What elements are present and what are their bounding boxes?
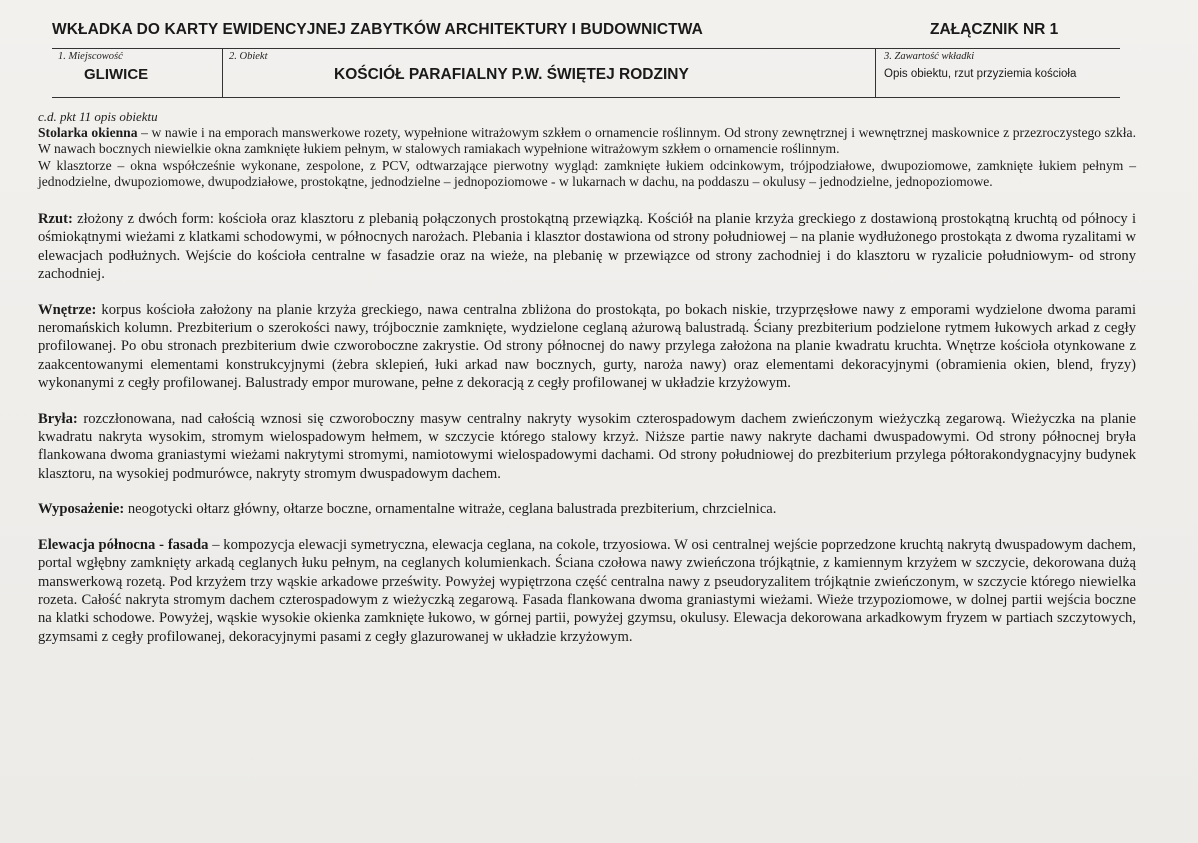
section-text: – w nawie i na emporach manswerkowe rozety, wypełnione witrażowym szkłem o ornamencie roślinnym. Od strony zewnętrznej i wewnętrznej maskownice z przezroczystego szkła. W nawach bocznych niewielkie okna zamknięte łukiem pełnym, w stalowych ramiakach wypełnione witrażowym szkłem o ornamencie roślinnym.	[38, 125, 1136, 157]
header-rule-top	[52, 48, 1120, 49]
section-heading: Wyposażenie:	[38, 501, 125, 518]
section-wnetrze	[38, 301, 1136, 393]
section-heading: Stolarka okienna	[38, 125, 138, 141]
description-body	[38, 109, 1136, 646]
section-bryla	[38, 410, 1136, 484]
section-stolarka	[38, 125, 1136, 157]
contents-value: Opis obiektu, rzut przyziemia kościoła	[884, 68, 1077, 80]
section-text: – kompozycja elewacji symetryczna, elewacja ceglana, na cokole, trzyosiowa. W osi centralnej wejście poprzedzone kruchtą nakrytą dwuspadowym dachem, portal wgłębny zamknięty arkadą ceglanych łuku pełnym, na ceglanych kolumienkach. Ściana czołowa nawy zwieńczona trójkątnie, z kamiennym krzyżem w szczycie, dekorowana dużą manswerkową rozetą. Pod krzyżem trzy wąskie arkadowe prześwity. Powyżej wypiętrzona część centralna nawy z pseudoryzalitem trójkątnie zwieńczonym, w szczycie którego niewielka rozeta. Całość nakryta stromym dachem czterospadowym z wieżyczką zegarową. Fasada flankowana dwoma graniastymi wieżami. Wieże trzypoziomowe, w dolnej partii wejścia boczne na klatki schodowe. Powyżej, wąskie wysokie okienka zamknięte łukowo, w górnej partii, powyżej gzymsu, okulusy. Elewacja dekorowana arkadkowym fryzem w partiach szczytowych, gzymsami z cegły profilowanej, dekoracyjnymi pasami z cegły glazurowanej w układzie krzyżowym.	[38, 536, 1137, 645]
section-elewacja	[38, 536, 1136, 646]
section-text: rozczłonowana, nad całością wznosi się czworoboczny masyw centralny nakryty wysokim czterospadowym dachem zwieńczonym wieżyczką zegarową. Wieżyczka na planie kwadratu nakryta wysokim, stromym wielospadowym hełmem, w szczycie którego stalowy krzyż. Niższe partie nawy nakryte dachami dwuspadowymi. Od strony północnej bryła flankowana dwoma graniastymi wieżami nakrytymi stromymi, namiotowymi wielospadowymi dachami. Od strony południowej do prezbiterium przylega półtorakondygnacyjny budynek klasztoru, na wysokiej podmurówce, nakryty stromym dwuspadowym dachem.	[38, 410, 1136, 482]
annex-label: ZAŁĄCZNIK NR 1	[930, 21, 1059, 38]
section-heading: Wnętrze:	[38, 301, 97, 318]
field-divider-2	[875, 48, 876, 97]
header-rule-bottom	[52, 97, 1120, 98]
object-value: KOŚCIÓŁ PARAFIALNY P.W. ŚWIĘTEJ RODZINY	[334, 66, 689, 83]
locality-value: GLIWICE	[84, 66, 149, 83]
form-title: WKŁADKA DO KARTY EWIDENCYJNEJ ZABYTKÓW ARCHITEKTURY I BUDOWNICTWA	[52, 21, 703, 38]
locality-caption: 1. Miejscowość	[58, 51, 123, 62]
section-text: złożony z dwóch form: kościoła oraz klasztoru z plebanią połączonych prostokątną przewiązką. Kościół na planie krzyża greckiego z dostawioną prostokątną kruchtą od północy i ośmiokątnymi wieżami z klatkami schodowymi, w północnych narożach. Plebania i klasztor dostawiona od strony południowej – na planie wydłużonego prostokąta z dwoma ryzalitami w elewacjach podłużnych. Wejście do kościoła centralne w fasadzie oraz na wieże, na plebanię w przewiązce od strony zachodniej i do klasztoru w ryzalicie południowym- od strony zachodniej.	[38, 211, 1136, 283]
contents-caption: 3. Zawartość wkładki	[884, 51, 975, 62]
field-divider-1	[222, 48, 223, 97]
object-caption: 2. Obiekt	[229, 51, 268, 62]
section-klasztor: W klasztorze – okna współcześnie wykonane, zespolone, z PCV, odtwarzające pierwotny wygląd: zamknięte łukiem odcinkowym, trójpodziałowe, dwupoziomowe, zamknięte łukiem pełnym – jednodzielne, dwupoziomowe, dwupodziałowe, prostokątne, jednodzielne – jednopoziomowe - w lukarnach w dachu, na poddaszu – okulusy – jednodzielne, jednopoziomowe.	[38, 157, 1136, 189]
section-heading: Elewacja północna - fasada	[38, 536, 209, 553]
section-text: neogotycki ołtarz główny, ołtarze boczne, ornamentalne witraże, ceglana balustrada prezbiterium, chrzcielnica.	[124, 501, 777, 518]
section-heading: Rzut:	[38, 211, 73, 228]
continuation-note: c.d. pkt 11 opis obiektu	[38, 109, 158, 124]
section-heading: Bryła:	[38, 410, 78, 427]
section-text: korpus kościoła założony na planie krzyża greckiego, nawa centralna zbliżona do prostokąta, po bokach niskie, trzyprzęsłowe nawy z emporami wydzielone dwoma parami neromańskich kolumn. Prezbiterium o szerokości nawy, trójbocznie zamknięte, wydzielone ceglaną ażurową balustradą. Ściany prezbiterium podzielone rytmem łukowych arkad z cegły profilowanej. Po obu stronach prezbiterium dwie czworoboczne zakrystie. Od strony północnej do nawy przylega założona na planie kwadratu kruchta. Wnętrze kościoła otynkowane z zaakcentowanymi elementami konstrukcyjnymi (żebra sklepień, łuki arkad naw bocznych, gurty, naroża nawy) oraz elementami dekoracyjnymi (obramienia okien, blend, fryzy) wykonanymi z cegły profilowanej. Balustrady empor murowane, pełne z dekoracją z cegły profilowanej w układzie krzyżowym.	[38, 301, 1136, 392]
section-rzut	[38, 210, 1136, 284]
section-wyposazenie	[38, 500, 1136, 518]
